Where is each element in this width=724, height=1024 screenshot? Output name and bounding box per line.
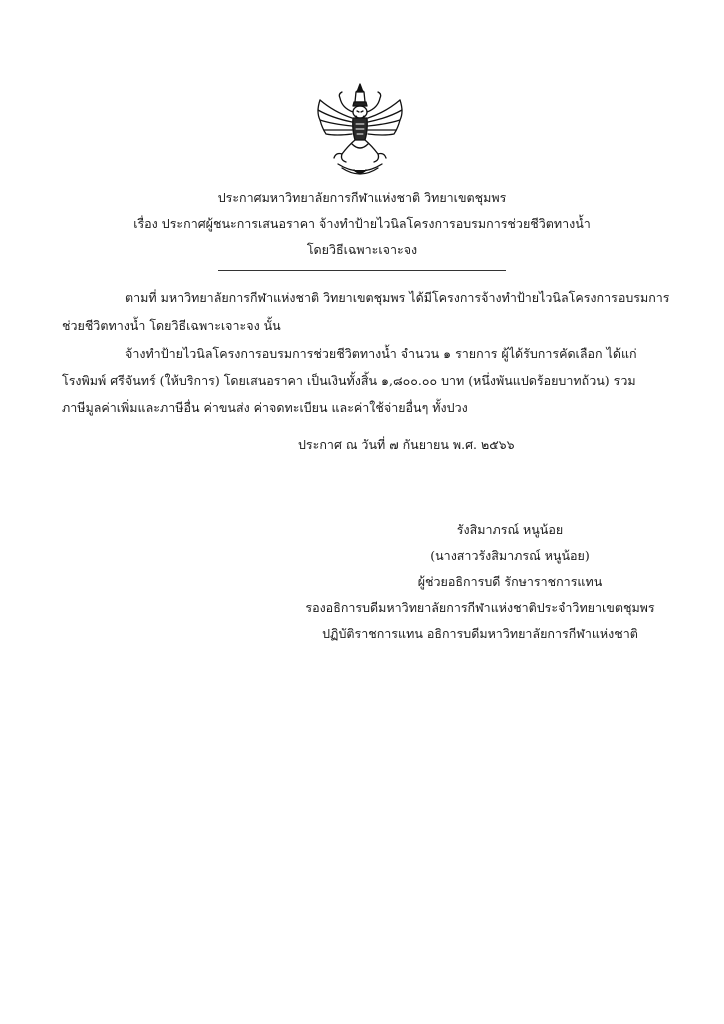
signatory-position-3: ปฏิบัติราชการแทน อธิการบดีมหาวิทยาลัยการกีฬาแห่งชาติ <box>322 626 638 641</box>
paragraph-1-line-1: ตามที่ มหาวิทยาลัยการกีฬาแห่งชาติ วิทยาเขตชุมพร ได้มีโครงการจ้างทำป้ายไวนิลโครงการอบรมการ <box>125 290 670 305</box>
title-divider <box>218 270 506 271</box>
signatory-position-1: ผู้ช่วยอธิการบดี รักษาราชการแทน <box>417 574 603 589</box>
announcement-title: ประกาศมหาวิทยาลัยการกีฬาแห่งชาติ วิทยาเขตชุมพร <box>217 190 507 205</box>
announcement-subject: เรื่อง ประกาศผู้ชนะการเสนอราคา จ้างทำป้ายไวนิลโครงการอบรมการช่วยชีวิตทางน้ำ <box>133 216 591 231</box>
paragraph-2-line-2: โรงพิมพ์ ศรีจันทร์ (ให้บริการ) โดยเสนอราคา เป็นเงินทั้งสิ้น ๑,๘๐๐.๐๐ บาท (หนึ่งพันแปดร้อยบาทถ้วน) รวม <box>62 373 636 388</box>
signature-signed-name: รังสิมาภรณ์ หนูน้อย <box>456 522 564 537</box>
announcement-date: ประกาศ ณ วันที่ ๗ กันยายน พ.ศ. ๒๕๖๖ <box>298 437 515 452</box>
garuda-emblem <box>312 82 408 182</box>
signature-block <box>300 522 660 652</box>
procurement-method: โดยวิธีเฉพาะเจาะจง <box>306 242 418 257</box>
paragraph-2-line-3: ภาษีมูลค่าเพิ่มและภาษีอื่น ค่าขนส่ง ค่าจดทะเบียน และค่าใช้จ่ายอื่นๆ ทั้งปวง <box>62 400 468 415</box>
paragraph-1-line-2: ช่วยชีวิตทางน้ำ โดยวิธีเฉพาะเจาะจง นั้น <box>62 318 281 333</box>
signatory-position-2: รองอธิการบดีมหาวิทยาลัยการกีฬาแห่งชาติประจำวิทยาเขตชุมพร <box>305 600 655 615</box>
signatory-full-name: (นางสาวรังสิมาภรณ์ หนูน้อย) <box>430 548 590 563</box>
paragraph-2-line-1: จ้างทำป้ายไวนิลโครงการอบรมการช่วยชีวิตทางน้ำ จำนวน ๑ รายการ ผู้ได้รับการคัดเลือก ได้แก่ <box>125 346 637 361</box>
